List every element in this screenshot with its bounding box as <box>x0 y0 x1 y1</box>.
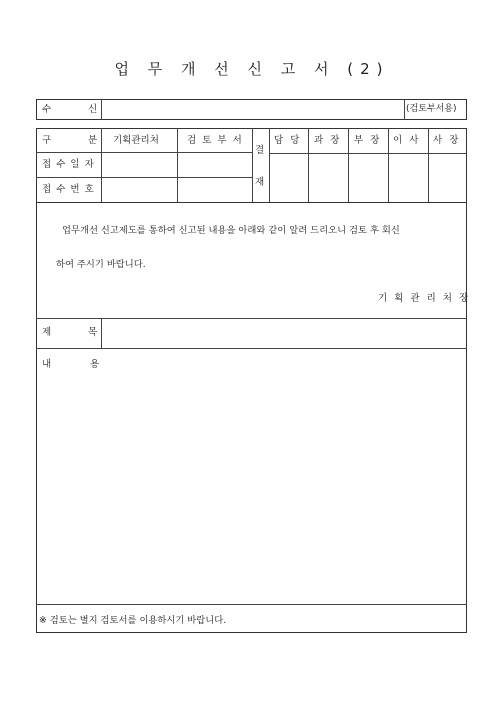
subject-label-a: 제 <box>42 327 52 338</box>
approval-sign-dept-head[interactable] <box>349 154 387 202</box>
receipt-number-label: 접 수 번 호 <box>42 184 95 195</box>
approval-label-top: 결 <box>255 145 265 156</box>
content-label-a: 내 <box>42 359 52 370</box>
recipient-input[interactable] <box>102 100 403 119</box>
category-label-a: 구 <box>42 135 52 146</box>
approval-role-section-chief: 과 장 <box>314 135 342 146</box>
subject-label-b: 목 <box>88 327 98 338</box>
notice-signature: 기 획 관 리 처 장 <box>378 293 471 304</box>
recipient-label-a: 수 <box>42 104 52 115</box>
col-review-dept: 검 토 부 서 <box>187 135 244 146</box>
receipt-number-review-field[interactable] <box>178 178 251 202</box>
approval-sign-section-chief[interactable] <box>309 154 347 202</box>
notice-line-1: 업무개선 신고제도를 통하여 신고된 내용을 아래와 같이 알려 드리오니 검토 후 회신 <box>62 225 400 236</box>
approval-role-president: 사 장 <box>433 135 461 146</box>
subject-input[interactable] <box>102 319 466 347</box>
category-label-b: 분 <box>88 135 98 146</box>
content-label-b: 용 <box>90 359 100 370</box>
content-textarea[interactable] <box>37 374 466 603</box>
receipt-date-planning-field[interactable] <box>102 153 176 176</box>
approval-label-bottom: 재 <box>255 177 265 188</box>
col-planning-office: 기획관리처 <box>113 135 159 146</box>
approval-sign-staff[interactable] <box>270 154 307 202</box>
approval-sign-president[interactable] <box>429 154 466 202</box>
notice-line-2: 하여 주시기 바랍니다. <box>56 259 146 270</box>
footer-note: ※ 검토는 별지 검토서를 이용하시기 바랍니다. <box>39 615 227 626</box>
approval-role-director: 이 사 <box>393 135 421 146</box>
receipt-number-planning-field[interactable] <box>102 178 176 202</box>
approval-role-staff: 담 당 <box>274 135 302 146</box>
page-title: 업 무 개 선 신 고 서 (2) <box>114 60 390 78</box>
approval-role-dept-head: 부 장 <box>354 135 382 146</box>
receipt-date-label: 접 수 일 자 <box>42 159 95 170</box>
review-dept-note: (검토부서용) <box>406 104 457 114</box>
recipient-label-b: 신 <box>88 104 98 115</box>
approval-sign-director[interactable] <box>389 154 427 202</box>
receipt-date-review-field[interactable] <box>178 153 251 176</box>
